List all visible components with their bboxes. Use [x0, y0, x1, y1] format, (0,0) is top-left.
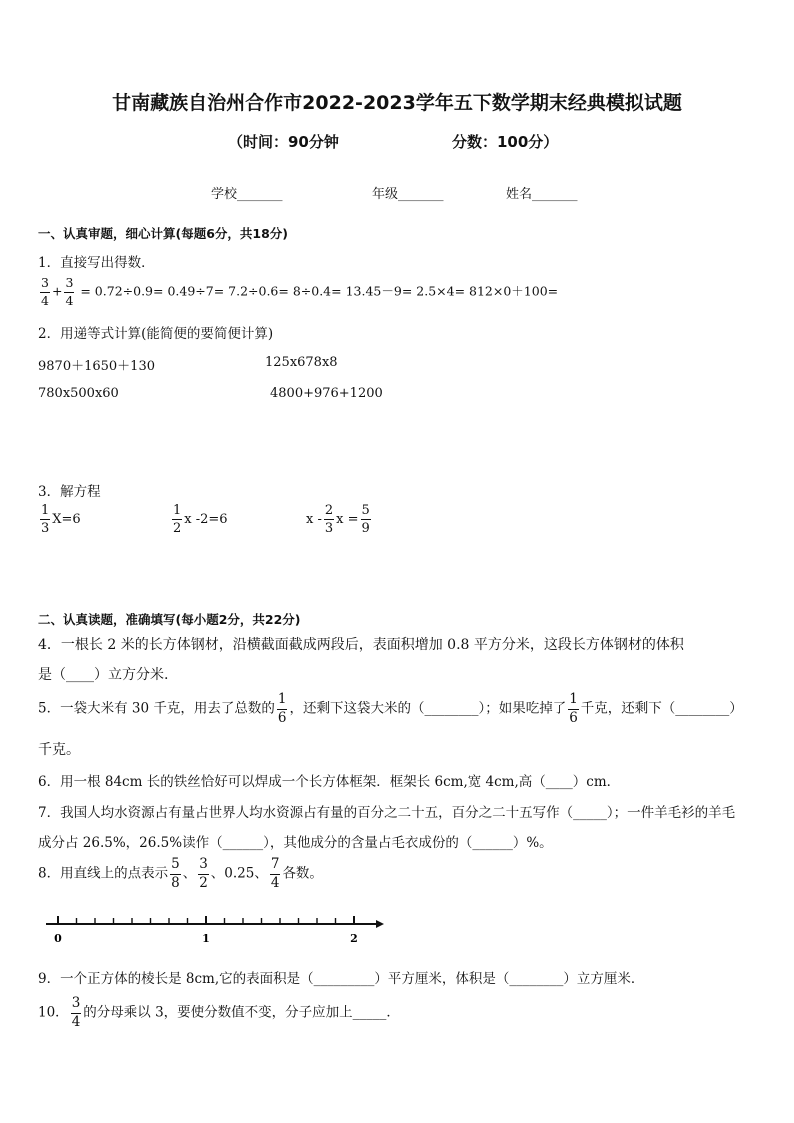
q2-expr1: 9870＋1650＋130 — [38, 359, 155, 374]
fraction: $\frac{3}{4}$ — [65, 275, 74, 308]
q5-line1: 5．一袋大米有 30 千克，用去了总数的 $\frac{1}{6}$ ，还剩下这袋大米的（________）；如果吃掉了 $\frac{1}{6}$ 千克，还剩下（________） — [38, 691, 743, 726]
exam-score: 分数：100分） — [452, 133, 559, 151]
q4-line1: 4．一根长 2 米的长方体钢材，沿横截面截成两段后，表面积增加 0.8 平方分米，这段长方体钢材的体积 — [38, 637, 684, 653]
q2-label: 2．用递等式计算(能简便的要简便计算) — [38, 326, 274, 342]
q3-label: 3．解方程 — [38, 484, 101, 500]
grade-field: 年级_______ — [372, 187, 444, 202]
number-line-label-1: 1 — [202, 932, 210, 945]
number-line-label-2: 2 — [350, 932, 358, 945]
name-field: 姓名_______ — [506, 187, 578, 202]
number-line-arrow — [376, 920, 384, 928]
q7-line1: 7．我国人均水资源占有量占世界人均水资源占有量的百分之二十五，百分之二十五写作（_____）；一件羊毛衫的羊毛 — [38, 805, 736, 821]
q8-line: 8．用直线上的点表示 $\frac{5}{8}$ 、 $\frac{3}{2}$ 、0.25、 $\frac{7}{4}$ 各数。 — [38, 856, 323, 891]
number-line-label-0: 0 — [54, 932, 62, 945]
q3-equation2: $\frac{1}{2}$ x -2=6 — [173, 503, 228, 536]
number-line — [38, 912, 388, 948]
q2-expr3: 780x500x60 — [38, 386, 119, 401]
q2-expr4: 4800+976+1200 — [270, 386, 383, 401]
section2-heading: 二、认真读题，准确填写(每小题2分，共22分) — [38, 612, 301, 627]
section1-heading: 一、认真审题，细心计算(每题6分，共18分) — [38, 226, 289, 241]
exam-time: （时间：90分钟 — [228, 133, 339, 151]
q1-expressions: $\frac{3}{4}$ + $\frac{3}{4}$ = 0.72÷0.9= 0.49÷7= 7.2÷0.6= 8÷0.4= 13.45－9= 2.5×4= 812×0＋100= — [41, 275, 559, 308]
q1-label: 1．直接写出得数． — [38, 255, 155, 271]
q7-line2: 成分占 26.5%，26.5%读作（______），其他成分的含量占毛衣成份的（______）%。 — [38, 835, 553, 851]
q9: 9．一个正方体的棱长是 8cm,它的表面积是（_________）平方厘米，体积是（________）立方厘米． — [38, 971, 645, 987]
exam-title: 甘南藏族自治州合作市2022-2023学年五下数学期末经典模拟试题 — [112, 92, 682, 114]
q3-equation3: x - $\frac{2}{3}$ x = $\frac{5}{9}$ — [306, 503, 370, 536]
q4-line2: 是（____）立方分米. — [38, 667, 169, 683]
q6: 6．用一根 84cm 长的铁丝恰好可以焊成一个长方体框架．框架长 6cm,宽 4cm,高（____）cm． — [38, 774, 621, 790]
q3-equation1: $\frac{1}{3}$ X=6 — [41, 503, 81, 536]
school-field: 学校_______ — [211, 187, 283, 202]
fraction: $\frac{3}{4}$ — [41, 275, 49, 308]
q5-line2: 千克。 — [38, 742, 80, 758]
q10: 10． $\frac{3}{4}$ 的分母乘以 3，要使分数值不变，分子应加上_____． — [38, 995, 400, 1030]
q2-expr2: 125x678x8 — [265, 355, 338, 370]
